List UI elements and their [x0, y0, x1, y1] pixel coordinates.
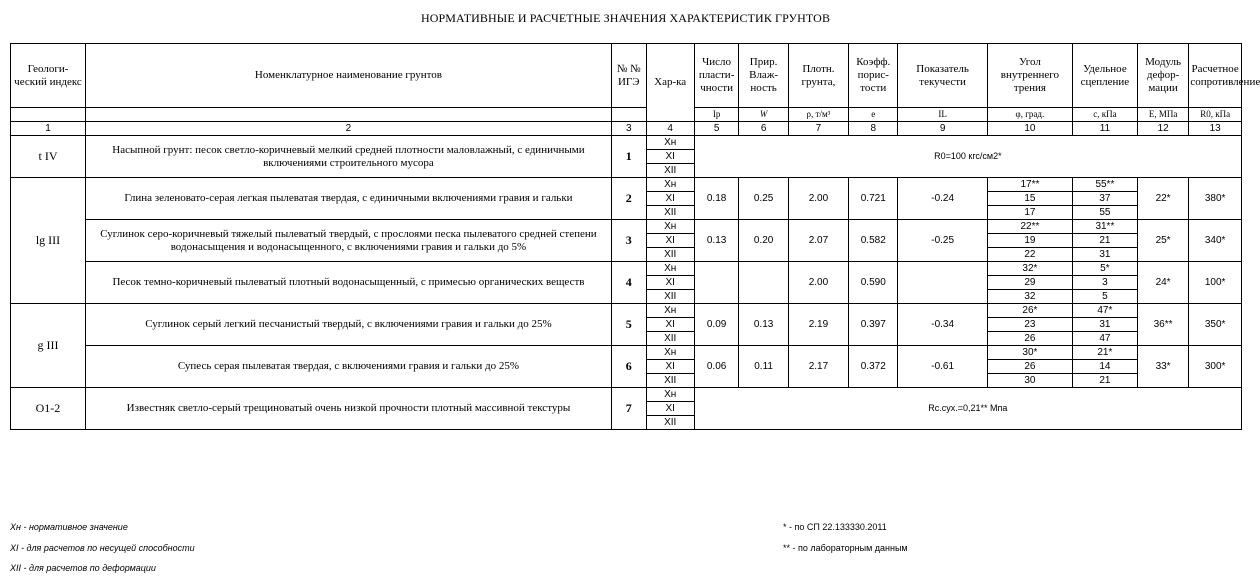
unit-fluidity: IL: [898, 108, 988, 122]
char-normative: Xн: [646, 136, 694, 150]
fluidity-value: -0.34: [898, 304, 988, 346]
density-value: 2.07: [788, 220, 848, 262]
friction-angle-value: 29: [987, 276, 1072, 290]
resistance-value: 340*: [1189, 220, 1242, 262]
char-deformation: XII: [646, 374, 694, 388]
fluidity-value: -0.61: [898, 346, 988, 388]
plasticity-value: 0.06: [694, 346, 739, 388]
friction-angle-value: 30*: [987, 346, 1072, 360]
friction-angle-value: 26*: [987, 304, 1072, 318]
header-cohesion: Удельное сцепление: [1072, 44, 1137, 108]
soil-name: Глина зеленовато-серая легкая пылеватая твердая, с единичными включениями гравия и гальки: [85, 178, 611, 220]
header-moisture: Прир. Влаж-ность: [739, 44, 788, 108]
cohesion-value: 55**: [1072, 178, 1137, 192]
resistance-value: 380*: [1189, 178, 1242, 220]
column-number: 10: [987, 122, 1072, 136]
friction-angle-value: 17: [987, 206, 1072, 220]
ige-number: 5: [611, 304, 646, 346]
moisture-value: 0.20: [739, 220, 788, 262]
unit-resistance: R0, кПа: [1189, 108, 1242, 122]
char-bearing: XI: [646, 234, 694, 248]
char-bearing: XI: [646, 276, 694, 290]
fluidity-value: -0.24: [898, 178, 988, 220]
unit-modulus: E, МПа: [1137, 108, 1188, 122]
friction-angle-value: 32: [987, 290, 1072, 304]
header-plasticity: Число пласти-чности: [694, 44, 739, 108]
ige-number: 6: [611, 346, 646, 388]
char-deformation: XII: [646, 206, 694, 220]
cohesion-value: 31: [1072, 318, 1137, 332]
ige-number: 1: [611, 136, 646, 178]
char-deformation: XII: [646, 248, 694, 262]
modulus-value: 33*: [1137, 346, 1188, 388]
porosity-value: 0.590: [849, 262, 898, 304]
soil-name: Песок темно-коричневый пылеватый плотный водонасыщенный, с примесью органических веществ: [85, 262, 611, 304]
column-number: 5: [694, 122, 739, 136]
friction-angle-value: 32*: [987, 262, 1072, 276]
char-normative: Xн: [646, 304, 694, 318]
cohesion-value: 21: [1072, 374, 1137, 388]
unit-cohesion: c, кПа: [1072, 108, 1137, 122]
char-bearing: XI: [646, 150, 694, 164]
porosity-value: 0.721: [849, 178, 898, 220]
header-modulus: Модуль дефор-мации: [1137, 44, 1188, 108]
cohesion-value: 3: [1072, 276, 1137, 290]
header-density: Плотн. грунта,: [788, 44, 848, 108]
char-bearing: XI: [646, 402, 694, 416]
soil-name: Супесь серая пылеватая твердая, с включениями гравия и гальки до 25%: [85, 346, 611, 388]
plasticity-value: 0.13: [694, 220, 739, 262]
resistance-value: 300*: [1189, 346, 1242, 388]
modulus-value: 36**: [1137, 304, 1188, 346]
friction-angle-value: 26: [987, 360, 1072, 374]
soil-name: Известняк светло-серый трещиноватый очень низкой прочности плотный массивной текстуры: [85, 388, 611, 430]
header-fluidity: Показатель текучести: [898, 44, 988, 108]
merged-value: R0=100 кгс/см2*: [694, 136, 1241, 178]
char-normative: Xн: [646, 178, 694, 192]
column-number: 2: [85, 122, 611, 136]
header-porosity: Коэфф. порис-тости: [849, 44, 898, 108]
char-deformation: XII: [646, 290, 694, 304]
column-number: 4: [646, 122, 694, 136]
note-sp: * - по СП 22.133330.2011: [783, 522, 887, 532]
legend-bearing: XI - для расчетов по несущей способности: [10, 543, 195, 553]
note-lab: ** - по лабораторным данным: [783, 543, 908, 553]
cohesion-value: 37: [1072, 192, 1137, 206]
column-number: 9: [898, 122, 988, 136]
cohesion-value: 14: [1072, 360, 1137, 374]
soil-characteristics-table: [10, 43, 1260, 430]
friction-angle-value: 22**: [987, 220, 1072, 234]
header-geo-index: Геологи-ческий индекс: [11, 44, 86, 108]
page-title: НОРМАТИВНЫЕ И РАСЧЕТНЫЕ ЗНАЧЕНИЯ ХАРАКТЕРИСТИК ГРУНТОВ: [420, 11, 831, 25]
friction-angle-value: 23: [987, 318, 1072, 332]
cohesion-value: 5*: [1072, 262, 1137, 276]
char-deformation: XII: [646, 332, 694, 346]
cohesion-value: 55: [1072, 206, 1137, 220]
density-value: 2.17: [788, 346, 848, 388]
column-number: 6: [739, 122, 788, 136]
char-bearing: XI: [646, 360, 694, 374]
unit-density: ρ, т/м³: [788, 108, 848, 122]
moisture-value: 0.13: [739, 304, 788, 346]
cohesion-value: 31: [1072, 248, 1137, 262]
moisture-value: 0.25: [739, 178, 788, 220]
friction-angle-value: 26: [987, 332, 1072, 346]
unit-porosity: e: [849, 108, 898, 122]
char-normative: Xн: [646, 220, 694, 234]
geo-index-cell: O1-2: [11, 388, 86, 430]
moisture-value: [739, 262, 788, 304]
char-normative: Xн: [646, 388, 694, 402]
header-characteristic: Хар-ка: [646, 44, 694, 122]
cohesion-value: 47: [1072, 332, 1137, 346]
char-normative: Xн: [646, 346, 694, 360]
fluidity-value: -0.25: [898, 220, 988, 262]
friction-angle-value: 15: [987, 192, 1072, 206]
ige-number: 2: [611, 178, 646, 220]
soil-name: Суглинок серо-коричневый тяжелый пылеватый твердый, с прослоями песка пылеватого средней степени водонасыщения и водонасыщенного, с включениями гравия и гальки до 5%: [85, 220, 611, 262]
column-number: 11: [1072, 122, 1137, 136]
plasticity-value: 0.18: [694, 178, 739, 220]
column-number: 7: [788, 122, 848, 136]
header-nomenclature: Номенклатурное наименование грунтов: [85, 44, 611, 108]
cohesion-value: 21*: [1072, 346, 1137, 360]
ige-number: 7: [611, 388, 646, 430]
legend-normative: Xн - нормативное значение: [10, 522, 128, 532]
modulus-value: 24*: [1137, 262, 1188, 304]
friction-angle-value: 22: [987, 248, 1072, 262]
modulus-value: 22*: [1137, 178, 1188, 220]
fluidity-value: [898, 262, 988, 304]
unit-friction-angle: φ, град.: [987, 108, 1072, 122]
modulus-value: 25*: [1137, 220, 1188, 262]
soil-name: Суглинок серый легкий песчанистый твердый, с включениями гравия и гальки до 25%: [85, 304, 611, 346]
porosity-value: 0.372: [849, 346, 898, 388]
geo-index-cell: lg III: [11, 178, 86, 304]
density-value: 2.00: [788, 262, 848, 304]
cohesion-value: 47*: [1072, 304, 1137, 318]
plasticity-value: 0.09: [694, 304, 739, 346]
ige-number: 3: [611, 220, 646, 262]
cohesion-value: 5: [1072, 290, 1137, 304]
cohesion-value: 31**: [1072, 220, 1137, 234]
resistance-value: 100*: [1189, 262, 1242, 304]
char-deformation: XII: [646, 164, 694, 178]
header-ige-number: № № ИГЭ: [611, 44, 646, 108]
geo-index-cell: t IV: [11, 136, 86, 178]
friction-angle-value: 17**: [987, 178, 1072, 192]
column-number: 12: [1137, 122, 1188, 136]
header-resistance: Расчетное сопротивление: [1189, 44, 1242, 108]
legend-deformation: XII - для расчетов по деформации: [10, 563, 156, 573]
moisture-value: 0.11: [739, 346, 788, 388]
column-number: 1: [11, 122, 86, 136]
cohesion-value: 21: [1072, 234, 1137, 248]
unit-plasticity: Ip: [694, 108, 739, 122]
merged-value: Rc.сух.=0,21** Мпа: [694, 388, 1241, 430]
column-number: 8: [849, 122, 898, 136]
column-number: 3: [611, 122, 646, 136]
header-friction-angle: Угол внутреннего трения: [987, 44, 1072, 108]
friction-angle-value: 30: [987, 374, 1072, 388]
char-bearing: XI: [646, 318, 694, 332]
plasticity-value: [694, 262, 739, 304]
unit-moisture: W: [739, 108, 788, 122]
column-number: 13: [1189, 122, 1242, 136]
porosity-value: 0.397: [849, 304, 898, 346]
char-bearing: XI: [646, 192, 694, 206]
ige-number: 4: [611, 262, 646, 304]
friction-angle-value: 19: [987, 234, 1072, 248]
char-normative: Xн: [646, 262, 694, 276]
resistance-value: 350*: [1189, 304, 1242, 346]
porosity-value: 0.582: [849, 220, 898, 262]
density-value: 2.19: [788, 304, 848, 346]
density-value: 2.00: [788, 178, 848, 220]
geo-index-cell: g III: [11, 304, 86, 388]
char-deformation: XII: [646, 416, 694, 430]
soil-name: Насыпной грунт: песок светло-коричневый мелкий средней плотности маловлажный, с единичными включениями строительного мусора: [85, 136, 611, 178]
